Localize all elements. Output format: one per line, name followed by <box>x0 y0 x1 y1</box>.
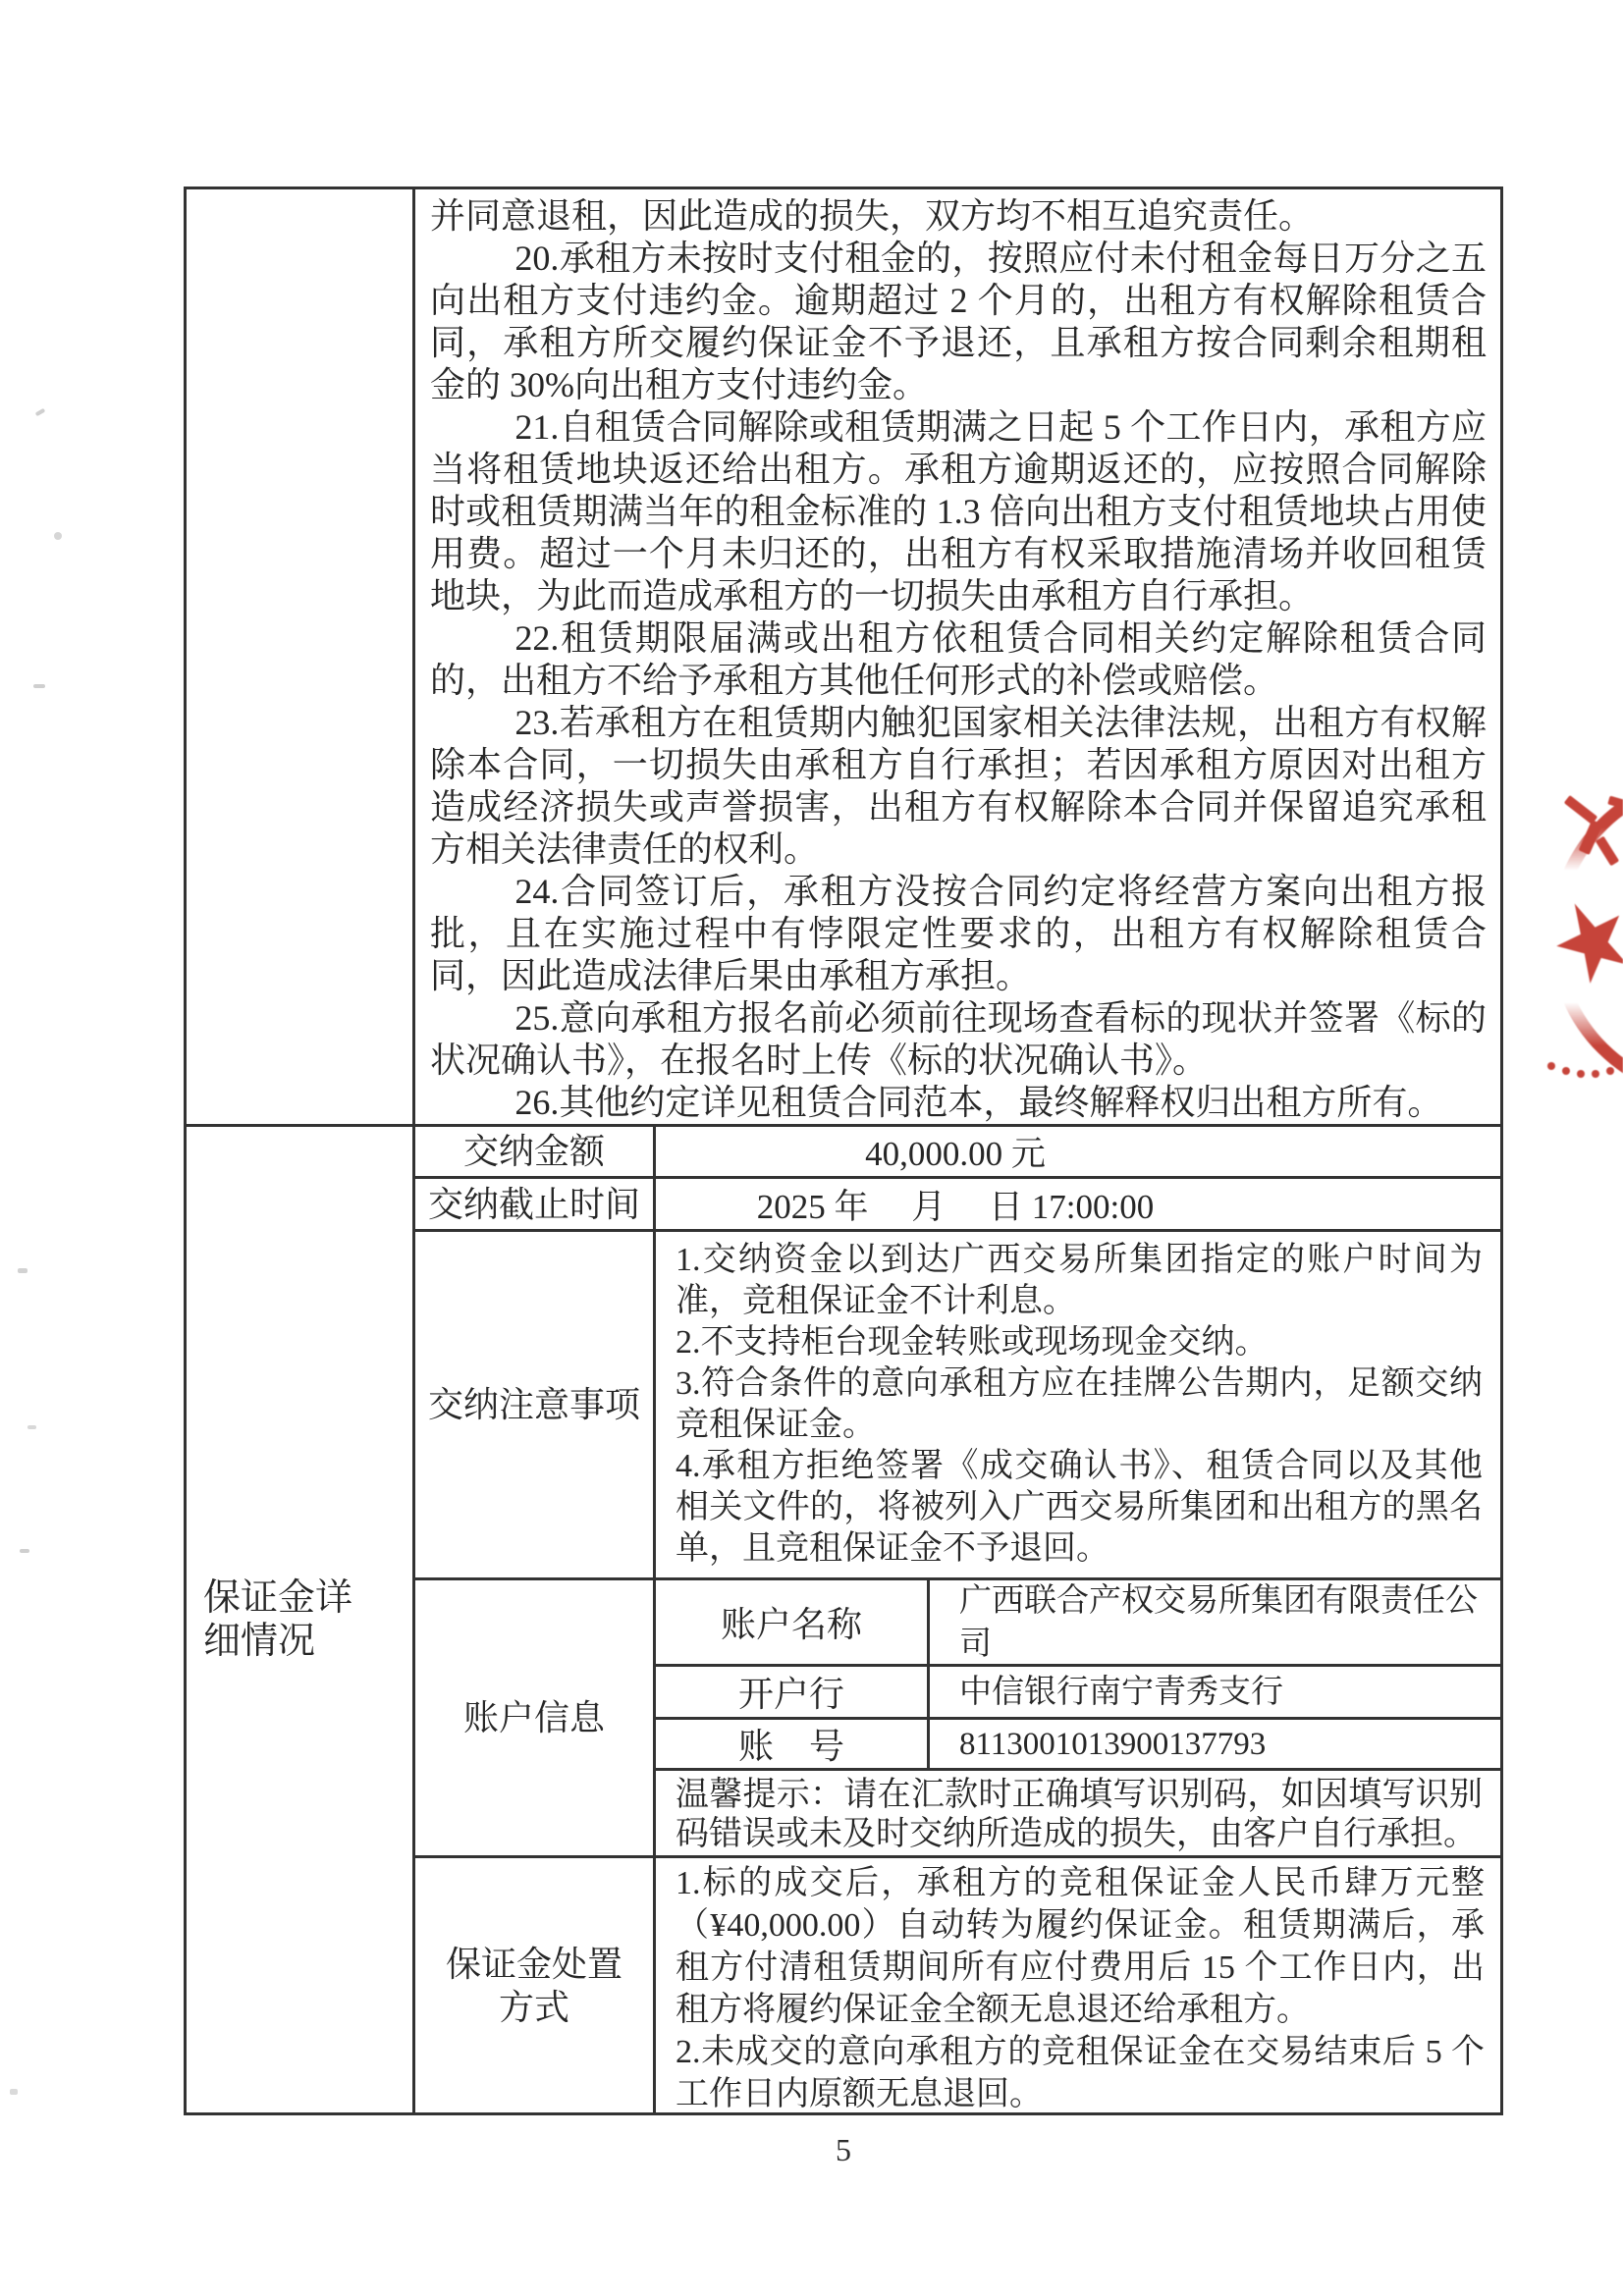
clause-paragraph: 23.若承租方在租赁期内触犯国家相关法律法规，出租方有权解除本合同，一切损失由承租方自行承担；若因承租方原因对出租方造成经济损失或声誉损害，出租方有权解除本合同并保留追究承租方相关法律责任的权利。 <box>430 703 1487 869</box>
scan-speck <box>27 1425 36 1429</box>
bank-label: 开户行 <box>656 1667 930 1717</box>
clauses-row-empty-label-cell <box>187 189 415 1124</box>
seal-text-fragment <box>1607 796 1623 812</box>
scan-speck <box>10 2089 18 2095</box>
payment-note-item: 3.符合条件的意向承租方应在挂牌公告期内，足额交纳竞租保证金。 <box>676 1365 1483 1443</box>
payment-notes-label: 交纳注意事项 <box>415 1232 656 1577</box>
deposit-disposal-row <box>415 1855 1500 2112</box>
payment-amount-row <box>415 1127 1500 1176</box>
deposit-details-section <box>187 1124 1500 2112</box>
listing-terms-table <box>184 187 1503 2115</box>
seal-ring-icon <box>1549 772 1623 1101</box>
seal-dots-icon <box>1547 1062 1555 1070</box>
clause-paragraph: 25.意向承租方报名前必须前往现场查看标的现状并签署《标的状况确认书》，在报名时上传《标的状况确认书》。 <box>430 998 1487 1080</box>
red-seal-icon <box>1490 756 1623 1129</box>
seal-text-fragment <box>1579 820 1603 855</box>
account-name-row <box>656 1580 1500 1664</box>
remittance-notice-row <box>656 1768 1500 1855</box>
payment-notes-content <box>656 1232 1500 1577</box>
payment-deadline-label: 交纳截止时间 <box>415 1179 656 1229</box>
deposit-disposal-content <box>656 1858 1500 2112</box>
bank-value: 中信银行南宁青秀支行 <box>959 1674 1283 1710</box>
payment-deadline-row <box>415 1176 1500 1229</box>
clause-paragraph: 22.租赁期限届满或出租方依租赁合同相关约定解除租赁合同的，出租方不给予承租方其他任何形式的补偿或赔偿。 <box>430 618 1487 700</box>
payment-note-item: 1.交纳资金以到达广西交易所集团指定的账户时间为准，竞租保证金不计利息。 <box>676 1242 1483 1319</box>
account-number-row <box>656 1717 1500 1768</box>
clauses-row <box>187 189 1500 1124</box>
account-name-label: 账户名称 <box>656 1580 930 1664</box>
payment-amount-value: 40,000.00 元 <box>865 1135 1046 1173</box>
clause-paragraph: 26.其他约定详见租赁合同范本，最终解释权归出租方所有。 <box>514 1083 1443 1122</box>
deposit-disposal-label-cell <box>415 1858 656 2112</box>
payment-amount-label: 交纳金额 <box>415 1127 656 1176</box>
account-number-label: 账 号 <box>656 1720 930 1768</box>
clause-paragraph: 24.合同签订后，承租方没按合同约定将经营方案向出租方报批，且在实施过程中有悖限定性要求的，出租方有权解除租赁合同，因此造成法律后果由承租方承担。 <box>430 872 1487 995</box>
remittance-notice-text: 温馨提示：请在汇款时正确填写识别码，如因填写识别码错误或未及时交纳所造成的损失，由客户自行承担。 <box>676 1777 1483 1852</box>
account-info-row <box>415 1577 1500 1855</box>
deposit-details-grid <box>415 1127 1500 2112</box>
scan-speck <box>18 1268 27 1273</box>
payment-deadline-value: 2025 年 月 日 17:00:00 <box>756 1187 1155 1226</box>
disposal-paragraph: 2.未成交的意向承租方的竞租保证金在交易结束后 5 个工作日内原额无息退回。 <box>676 2034 1485 2112</box>
clause-paragraph: 20.承租方未按时支付租金的，按照应付未付租金每日万分之五向出租方支付违约金。逾期超过 2 个月的，出租方有权解除租赁合同，承租方所交履约保证金不予退还，且承租方按合同剩余租期租金的 30%向出租方支付违约金。 <box>430 239 1487 404</box>
scan-speck <box>33 684 45 688</box>
deposit-section-label: 保证金详细情况 <box>203 1577 353 1662</box>
seal-text-fragment <box>1596 836 1619 867</box>
seal-star-icon <box>1542 887 1623 997</box>
scan-speck <box>54 532 62 540</box>
clause-paragraph: 并同意退租，因此造成的损失，双方均不相互追究责任。 <box>430 196 1315 236</box>
payment-notes-row <box>415 1229 1500 1577</box>
account-info-table <box>656 1580 1500 1855</box>
disposal-paragraph: 1.标的成交后，承租方的竞租保证金人民币肆万元整（¥40,000.00）自动转为履约保证金。租赁期满后，承租方付清租赁期间所有应付费用后 15 个工作日内，出租方将履约保证金全额无息退还给承租方。 <box>676 1865 1485 2028</box>
deposit-disposal-label: 保证金处置方式 <box>445 1944 622 2027</box>
page-number: 5 <box>836 2132 851 2167</box>
scan-speck <box>20 1549 29 1553</box>
clauses-text-cell <box>415 189 1500 1124</box>
seal-text-fragment <box>1564 795 1598 825</box>
payment-note-item: 4.承租方拒绝签署《成交确认书》、租赁合同以及其他相关文件的，将被列入广西交易所集团和出租方的黑名单，且竞租保证金不予退回。 <box>676 1448 1483 1567</box>
deposit-section-label-cell <box>187 1127 415 2112</box>
payment-note-item: 2.不支持柜台现金转账或现场现金交纳。 <box>676 1324 1269 1361</box>
bank-row <box>656 1664 1500 1717</box>
account-info-label: 账户信息 <box>415 1580 656 1855</box>
scan-speck <box>35 408 46 416</box>
account-number-value: 8113001013900137793 <box>959 1726 1267 1762</box>
account-name-value: 广西联合产权交易所集团有限责任公司 <box>959 1582 1478 1662</box>
clause-paragraph: 21.自租赁合同解除或租赁期满之日起 5 个工作日内，承租方应当将租赁地块返还给出租方。承租方逾期返还的，应按照合同解除时或租赁期满当年的租金标准的 1.3 倍向出租方支付租赁地块占用使用费。超过一个月未归还的，出租方有权采取措施清场并收回租赁地块，为此而造成承租方的一切损失由承租方自行承担。 <box>430 407 1487 615</box>
